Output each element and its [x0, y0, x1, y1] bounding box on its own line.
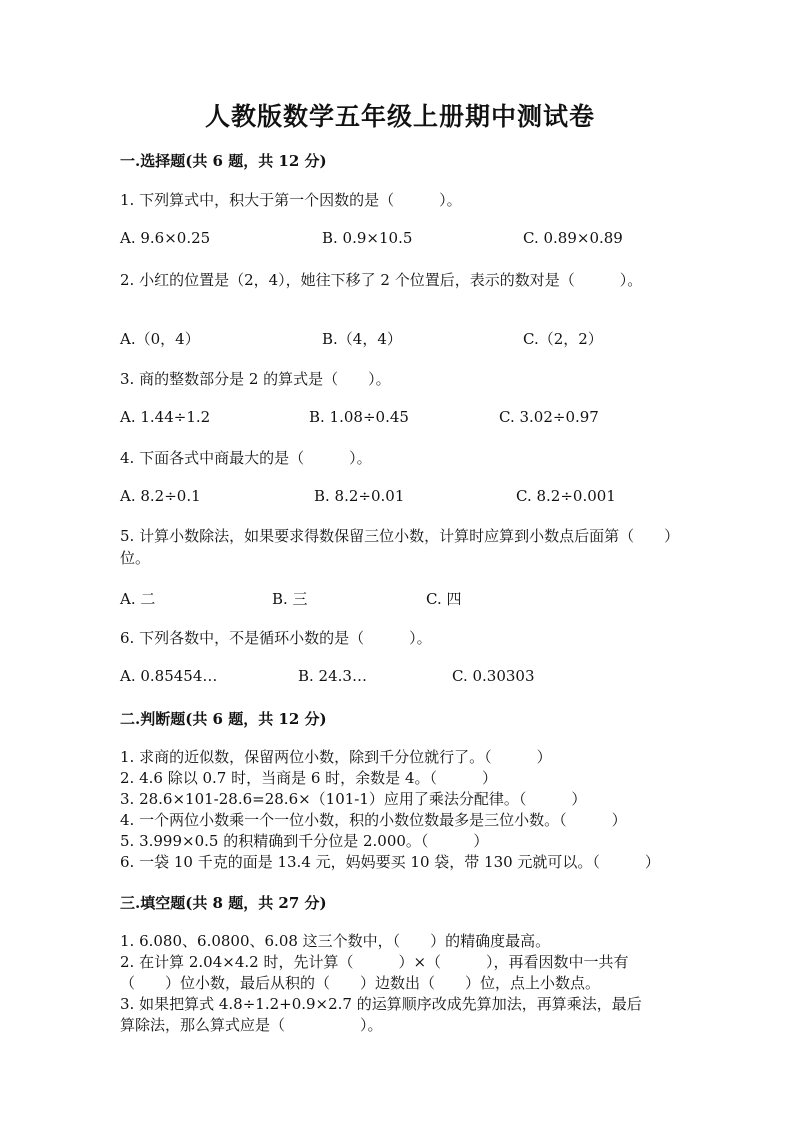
section-choice-heading: 一.选择题(共 6 题，共 12 分) [120, 152, 327, 170]
choice-1-option-c: C. 0.89×0.89 [523, 229, 623, 247]
choice-6-option-c: C. 0.30303 [452, 667, 535, 685]
choice-3-option-c: C. 3.02÷0.97 [499, 408, 599, 426]
choice-4-option-c: C. 8.2÷0.001 [516, 487, 616, 505]
choice-1-option-a: A. 9.6×0.25 [120, 229, 211, 247]
fill-item-3-line-2: 算除法，那么算式应是（ ）。 [120, 1016, 383, 1034]
page-title: 人教版数学五年级上册期中测试卷 [204, 102, 595, 131]
choice-question-6: 6. 下列各数中，不是循环小数的是（ ）。 [120, 629, 432, 647]
fill-item-1: 1. 6.080、6.0800、6.08 这三个数中，（ ）的精确度最高。 [120, 932, 551, 950]
choice-question-1: 1. 下列算式中，积大于第一个因数的是（ ）。 [120, 191, 462, 209]
choice-question-5: 5. 计算小数除法，如果要求得数保留三位小数，计算时应算到小数点后面第（ ）位。 [120, 527, 680, 567]
choice-5-option-a: A. 二 [120, 590, 156, 608]
judge-item-1: 1. 求商的近似数，保留两位小数，除到千分位就行了。（ ） [120, 748, 552, 766]
choice-question-3: 3. 商的整数部分是 2 的算式是（ ）。 [120, 370, 391, 388]
fill-item-2-line-1: 2. 在计算 2.04×4.2 时，先计算（ ）×（ ），再看因数中一共有 [120, 953, 629, 971]
choice-2-option-a: A.（0，4） [120, 330, 200, 348]
choice-5-option-b: B. 三 [272, 590, 308, 608]
judge-item-4: 4. 一个两位小数乘一个一位小数，积的小数位数最多是三位小数。（ ） [120, 811, 627, 829]
fill-item-3-line-1: 3. 如果把算式 4.8÷1.2+0.9×2.7 的运算顺序改成先算加法，再算乘法，最后 [120, 995, 642, 1013]
choice-1-option-b: B. 0.9×10.5 [322, 229, 413, 247]
choice-2-option-b: B.（4，4） [322, 330, 402, 348]
choice-3-option-b: B. 1.08÷0.45 [309, 408, 409, 426]
choice-6-option-b: B. 24.3… [298, 667, 367, 685]
judge-item-5: 5. 3.999×0.5 的积精确到千分位是 2.000。（ ） [120, 832, 489, 850]
choice-5-option-c: C. 四 [426, 590, 462, 608]
judge-item-3: 3. 28.6×101-28.6=28.6×（101-1）应用了乘法分配律。（ ） [120, 790, 587, 808]
choice-4-option-b: B. 8.2÷0.01 [314, 487, 405, 505]
choice-question-4: 4. 下面各式中商最大的是（ ）。 [120, 449, 372, 467]
choice-question-2: 2. 小红的位置是（2，4），她往下移了 2 个位置后，表示的数对是（ ）。 [120, 271, 643, 289]
judge-item-6: 6. 一袋 10 千克的面是 13.4 元，妈妈要买 10 袋，带 130 元就可以。（ ） [120, 853, 660, 871]
choice-6-option-a: A. 0.85454… [120, 667, 218, 685]
choice-2-option-c: C.（2，2） [523, 330, 603, 348]
section-fill-heading: 三.填空题(共 8 题，共 27 分) [120, 894, 327, 912]
choice-3-option-a: A. 1.44÷1.2 [120, 408, 211, 426]
judge-item-2: 2. 4.6 除以 0.7 时，当商是 6 时，余数是 4。（ ） [120, 769, 497, 787]
section-judge-heading: 二.判断题(共 6 题，共 12 分) [120, 710, 327, 728]
choice-4-option-a: A. 8.2÷0.1 [120, 487, 201, 505]
fill-item-2-line-2: （ ）位小数，最后从积的（ ）边数出（ ）位，点上小数点。 [120, 974, 601, 992]
